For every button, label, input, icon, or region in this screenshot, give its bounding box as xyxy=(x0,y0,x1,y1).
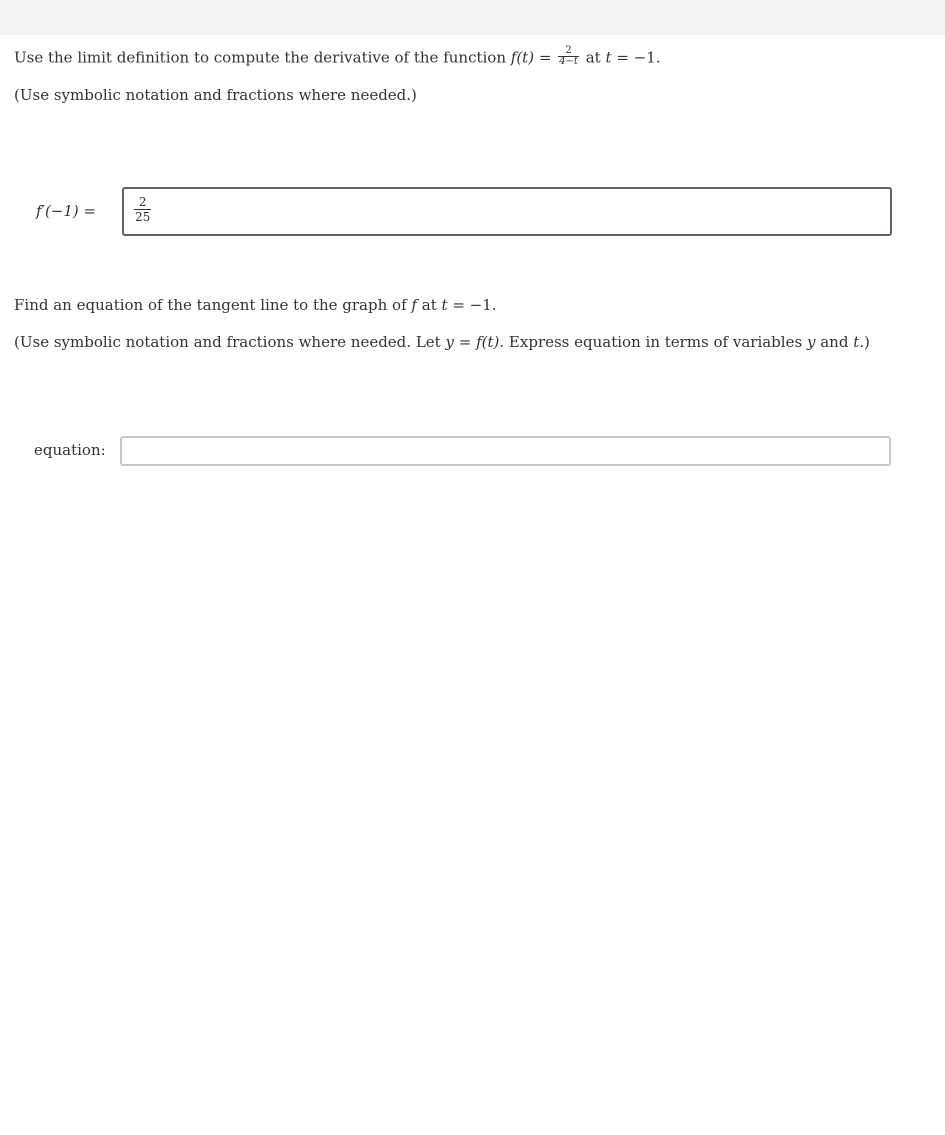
derivative-answer-fraction xyxy=(134,195,151,224)
question2-hint-and: and xyxy=(820,333,849,351)
function-fraction-numerator: 2 xyxy=(558,46,579,57)
question1-prompt-prefix: Use the limit definition to compute the derivative of the function xyxy=(14,48,506,67)
function-fraction-denominator: 4−t xyxy=(559,56,578,67)
derivative-answer-denominator: 25 xyxy=(135,210,151,224)
question2-prompt-prefix: Find an equation of the tangent line to the graph of xyxy=(14,296,407,314)
equation-label: equation: xyxy=(34,441,106,459)
question1-prompt-suffix: at xyxy=(585,48,601,67)
question2-hint-var-y: y xyxy=(806,333,816,351)
function-lhs: f(t) = xyxy=(510,48,552,67)
question2-function: f xyxy=(411,296,417,314)
question2-prompt-mid: at xyxy=(421,296,437,314)
question2-hint-y: y xyxy=(445,333,454,351)
derivative-answer-numerator: 2 xyxy=(134,195,151,210)
question2-hint-a: (Use symbolic notation and fractions where needed. Let xyxy=(14,333,441,351)
point-value: = −1. xyxy=(616,48,661,67)
question1-prompt xyxy=(14,45,661,69)
question1-hint: (Use symbolic notation and fractions where needed.) xyxy=(14,86,417,104)
question2-point-value: = −1. xyxy=(452,296,497,314)
question2-hint-eq: = xyxy=(458,333,472,351)
question2-hint-b: . Express equation in terms of variables xyxy=(499,333,803,351)
question2-point-variable: t xyxy=(441,296,448,314)
question2-hint-ft: f(t) xyxy=(476,333,500,351)
point-variable: t xyxy=(605,48,612,67)
question2-prompt xyxy=(14,296,497,314)
question2-hint-end: .) xyxy=(859,333,870,351)
question2-hint-var-t: t xyxy=(853,333,860,351)
question2-hint xyxy=(14,333,870,351)
derivative-answer-field[interactable] xyxy=(122,187,892,236)
function-fraction xyxy=(558,46,579,67)
derivative-label: f′(−1) = xyxy=(36,202,97,220)
equation-answer-field[interactable] xyxy=(120,436,891,466)
top-bar xyxy=(0,0,945,35)
